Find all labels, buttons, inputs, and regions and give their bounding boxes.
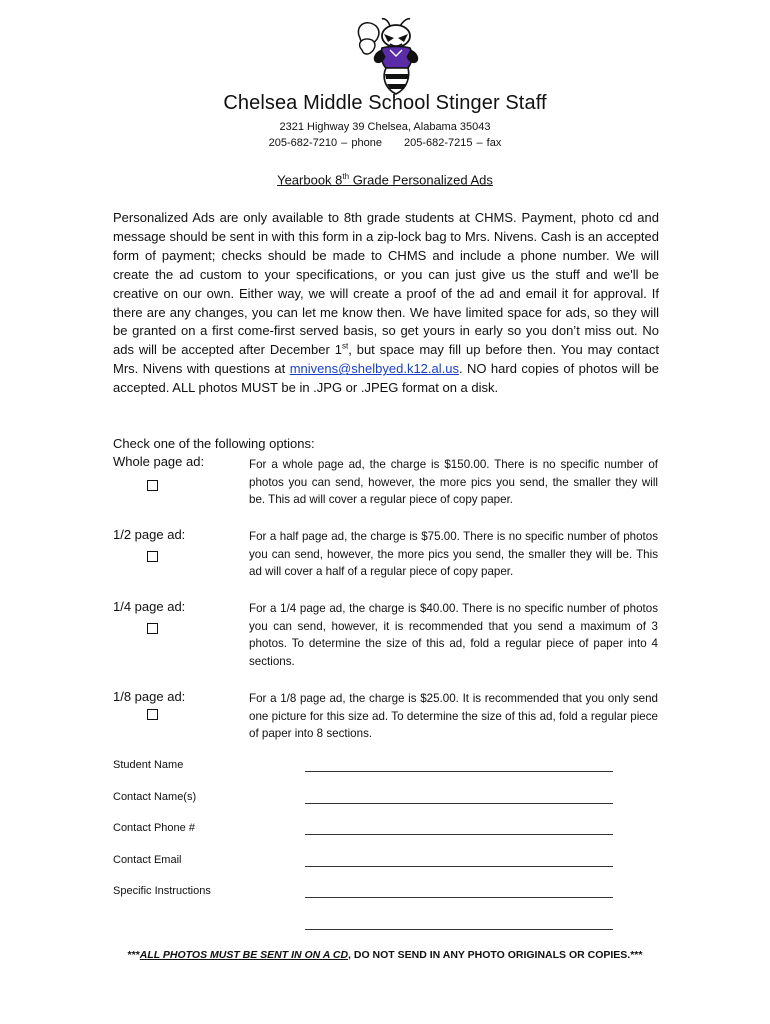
contact-email-field[interactable] — [305, 866, 613, 867]
subtitle-superscript: th — [342, 172, 350, 181]
school-title: Chelsea Middle School Stinger Staff — [223, 92, 547, 114]
subtitle-text: Yearbook 8 — [277, 172, 343, 188]
checkbox-eighth-page[interactable] — [147, 709, 158, 720]
option-desc-half-page: For a half page ad, the charge is $75.00. There is no specific number of photos you can send, however, the more pics you send, the smaller they will be. This ad will cover a half of a regular piece of copy paper. — [249, 530, 658, 578]
option-label-eighth-page: 1/8 page ad: — [113, 689, 186, 704]
field-label-contact-names: Contact Name(s) — [113, 791, 197, 803]
field-label-contact-email: Contact Email — [113, 854, 182, 866]
footer-notice — [0, 949, 770, 961]
contact-phone-field[interactable] — [305, 834, 613, 835]
form-subtitle — [0, 172, 770, 187]
intro-text-1: Personalized Ads are only available to 8th grade students at CHMS. Payment, photo cd and message should be sent in with this form in a zip-lock bag to Mrs. Nivens. Cash is an accepted form of payment; checks should be made to CHMS and include a phone number. We will create the ad custom to your specifications, or you can just give us the stuff and we'll be creative on our own. Either way, we will create a proof of the ad and email it for approval. If there are any changes, you can let me know then. We have limited space for ads, so they will be granted on a first come-first served basis, so get yours in early so you don’t miss out. No ads will be accepted after December 1 — [113, 210, 659, 358]
field-label-contact-phone: Contact Phone # — [113, 822, 195, 834]
specific-instructions-field-line-2[interactable] — [305, 929, 613, 930]
option-label-whole-page: Whole page ad: — [113, 454, 205, 469]
footer-prefix: *** — [127, 949, 140, 961]
school-phone: 205-682-7210 – phone — [268, 137, 382, 149]
intro-text-3: . NO hard copies of photos will be accepted. ALL photos MUST be in .JPG or .JPEG format on a disk. — [113, 361, 659, 396]
footer-underlined: ALL PHOTOS MUST BE SENT IN ON A CD — [139, 949, 349, 961]
option-desc-eighth-page: For a 1/8 page ad, the charge is $25.00. It is recommended that you only send one picture for this size ad. To determine the size of this ad, fold a regular piece of paper into 8 sections. — [249, 692, 658, 740]
checkbox-half-page[interactable] — [147, 551, 158, 562]
footer-rest: , DO NOT SEND IN ANY PHOTO ORIGINALS OR COPIES.*** — [348, 949, 643, 961]
field-label-specific-instructions: Specific Instructions — [113, 885, 211, 897]
student-name-field[interactable] — [305, 771, 613, 772]
school-address: 2321 Highway 39 Chelsea, Alabama 35043 — [279, 121, 491, 133]
school-fax: 205-682-7215 – fax — [403, 137, 502, 149]
intro-superscript: st — [341, 342, 349, 352]
contact-names-field[interactable] — [305, 803, 613, 804]
intro-paragraph — [113, 209, 659, 398]
option-label-half-page: 1/2 page ad: — [113, 527, 186, 542]
options-heading: Check one of the following options: — [113, 436, 315, 451]
checkbox-whole-page[interactable] — [147, 480, 158, 491]
hornet-mascot-logo — [352, 16, 432, 96]
school-phone-fax — [0, 137, 770, 149]
subtitle-text-end: Grade Personalized Ads — [349, 172, 493, 188]
contact-email-link[interactable]: mnivens@shelbyed.k12.al.us — [289, 361, 459, 377]
checkbox-quarter-page[interactable] — [147, 623, 158, 634]
field-label-student-name: Student Name — [113, 759, 184, 771]
option-desc-whole-page: For a whole page ad, the charge is $150.00. There is no specific number of photos you can send, however, the more pics you send, the smaller they will be. This ad will cover a regular piece of copy paper. — [249, 458, 658, 506]
specific-instructions-field[interactable] — [305, 897, 613, 898]
option-label-quarter-page: 1/4 page ad: — [113, 599, 186, 614]
intro-text-2: , but space may fill up before then. You may contact Mrs. Nivens with questions at — [113, 342, 659, 377]
option-desc-quarter-page: For a 1/4 page ad, the charge is $40.00. There is no specific number of photos you can send, however, it is recommended that you send a maximum of 3 photos. To determine the size of this ad, fold a regular piece of paper into 4 sections. — [249, 602, 658, 668]
